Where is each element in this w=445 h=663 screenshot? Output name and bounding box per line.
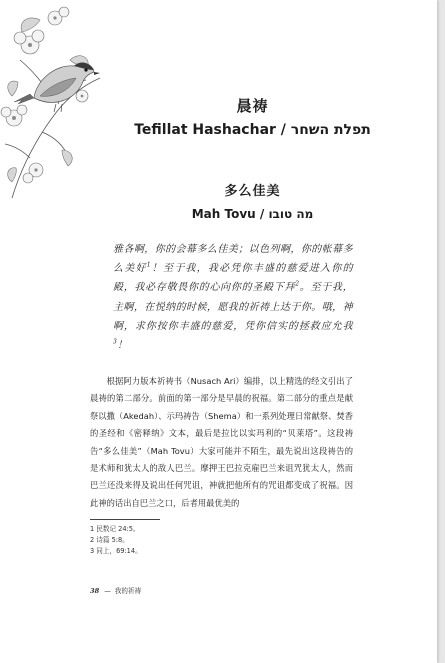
page-footer <box>90 585 141 595</box>
bird-figure <box>14 63 100 112</box>
verse-part-2: ！至于我，我必凭你丰盛的慈爱进入你的殿，我必存敬畏你的心向你的圣殿下拜 <box>113 263 353 294</box>
section-title-hebrew: תפלת השחר <box>290 122 371 138</box>
footnote-ref-3: 3 <box>113 338 118 346</box>
footnote-ref-2: 2 <box>295 281 300 289</box>
footnote-ref-1: 1 <box>146 261 151 269</box>
section-heading <box>110 96 395 140</box>
section-title-en <box>110 120 395 140</box>
page-number: 38 <box>90 587 100 595</box>
running-book-title: 我的祈祷 <box>114 587 142 595</box>
subsection-title-latin: Mah Tovu / <box>191 207 269 221</box>
verse-part-3: 。至于我，主啊，在悦纳的时候，愿我的祈祷上达于你。哦，神啊，求你按你丰盛的慈爱，凭你信实的拯救应允我 <box>113 282 353 332</box>
subsection-title-cn: 多么佳美 <box>224 184 281 199</box>
footnote-1: 1 民数记 24:5。 <box>90 525 140 533</box>
footnote-2: 2 诗篇 5:8。 <box>90 536 129 544</box>
footer-separator: — <box>104 587 111 595</box>
blossom-bird-illustration <box>0 0 105 200</box>
subsection-heading <box>110 183 395 223</box>
subsection-title-hebrew: מה טובו <box>268 207 314 221</box>
verse-part-4: ！ <box>117 340 128 352</box>
verse-part-1: 雅各啊，你的会幕多么佳美；以色列啊，你的帐幕多么美好 <box>113 244 353 275</box>
subsection-title-en <box>110 205 395 223</box>
footnote-3: 3 同上，69:14。 <box>90 547 142 555</box>
prayer-verse <box>113 240 353 355</box>
commentary-paragraph: 根据阿力版本祈祷书（Nusach Ari）编排，以上精选的经文引出了晨祷的第二部分。前面的第一部分是早晨的祝福。第二部分的重点是献祭以撒（Akedah）、示玛祷告（Shema）和一系列处理日常献祭、焚香的圣经和《密释纳》文本，最后是拉比以实玛利的“贝莱塔”。这段祷告“多么佳美”（Mah Tovu）大家可能并不陌生，最先说出这段祷告的是术师和犹太人的敌人巴兰。摩押王巴拉克雇巴兰来诅咒犹太人，然而巴兰还没来得及说出任何咒诅，神就把他所有的咒诅都变成了祝福。因此神的话出自巴兰之口，后者用最优美的 <box>90 376 353 508</box>
section-title-cn: 晨祷 <box>236 97 269 115</box>
section-title-latin: Tefillat Hashachar / <box>134 122 291 138</box>
footnote-divider <box>90 519 160 520</box>
